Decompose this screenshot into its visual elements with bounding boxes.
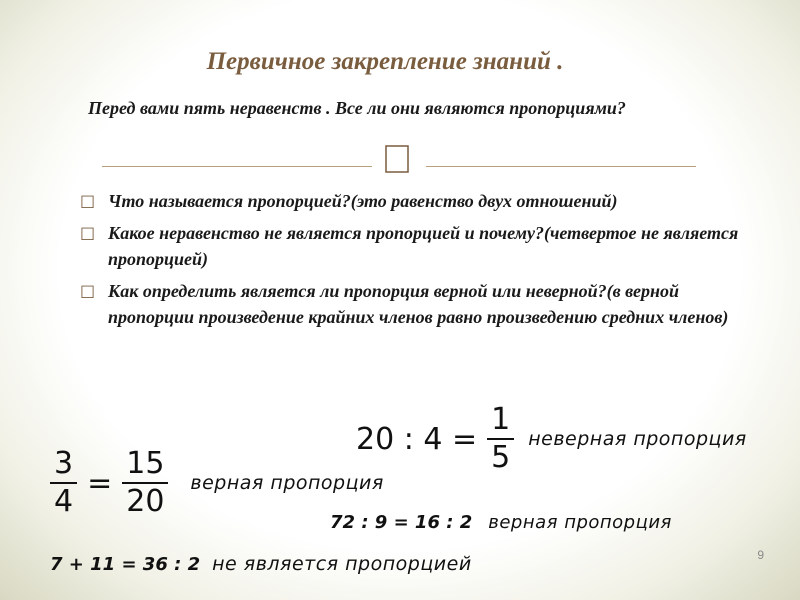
equation-4-label: не является пропорцией [212, 553, 472, 575]
equation-3-label: верная пропорция [488, 512, 672, 533]
fraction-denominator: 20 [126, 484, 165, 519]
bullet-list [80, 188, 760, 336]
bullet-text: Как определить является ли пропорция верной или неверной?(в верной пропорции произведение крайних членов равно произведению средних членов) [108, 281, 729, 327]
list-item [80, 220, 760, 272]
equation-1-fraction [487, 402, 514, 476]
equation-2 [50, 446, 384, 520]
equation-2-equals: = [87, 465, 113, 501]
list-item [80, 188, 760, 214]
fraction-denominator: 5 [491, 440, 511, 475]
equation-1-lhs: 20 : 4 = [356, 421, 478, 457]
slide-title: Первичное закрепление знаний . [206, 48, 564, 75]
bullet-text: Что называется пропорцией?(это равенство двух отношений) [108, 191, 618, 211]
equation-2-label: верная пропорция [190, 472, 384, 494]
page-number: 9 [757, 548, 764, 562]
fraction-denominator: 4 [54, 484, 74, 519]
equation-3-expression: 72 : 9 = 16 : 2 [330, 512, 473, 533]
equation-3 [330, 512, 672, 533]
bullet-marker-icon: □ [80, 191, 96, 210]
list-item [80, 278, 760, 330]
equation-1 [356, 402, 747, 476]
fraction-numerator: 15 [126, 446, 165, 481]
equation-4 [50, 553, 472, 575]
divider-line-right [426, 166, 696, 167]
equation-2-fraction-left [50, 446, 77, 520]
fraction-numerator: 1 [491, 402, 511, 437]
divider-line-left [102, 166, 372, 167]
equation-1-label: неверная пропорция [528, 428, 747, 450]
divider-ornament-icon [380, 142, 414, 176]
equation-2-fraction-right [122, 446, 168, 520]
slide-subtitle: Перед вами пять неравенств . Все ли они являются пропорциями? [88, 98, 626, 118]
equation-4-expression: 7 + 11 = 36 : 2 [50, 554, 201, 575]
bullet-marker-icon: □ [80, 223, 96, 242]
bullet-marker-icon: □ [80, 281, 96, 300]
bullet-text: Какое неравенство не является пропорцией и почему?(четвертое не является пропорцией) [108, 223, 739, 269]
fraction-numerator: 3 [54, 446, 74, 481]
